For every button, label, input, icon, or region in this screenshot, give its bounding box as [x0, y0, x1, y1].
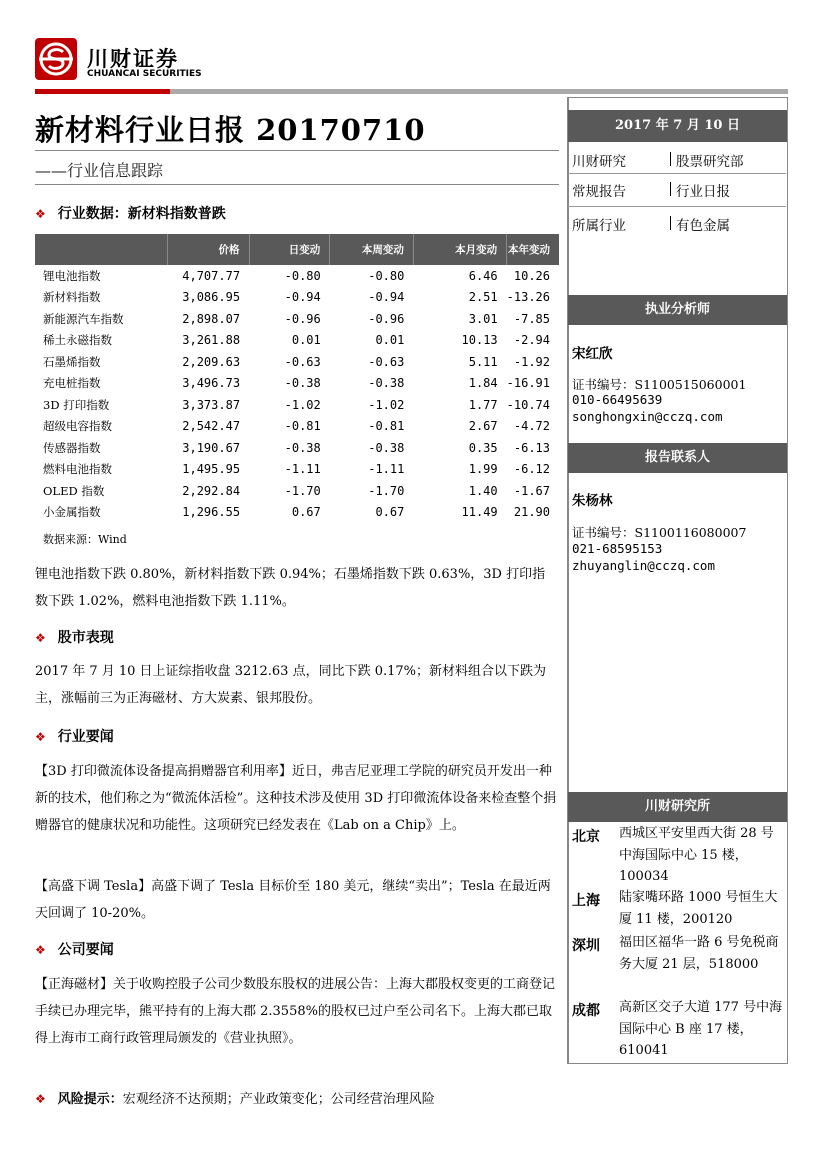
index-value-cell: 21.90: [513, 505, 550, 520]
index-value-cell: -0.81: [368, 419, 405, 434]
analyst-heading: 执业分析师: [568, 295, 787, 325]
index-name-cell: 稀土永磁指数: [43, 333, 112, 348]
company-news-paragraph: 【正海磁材】关于收购控股子公司少数股东股权的进展公告：上海大郡股权变更的工商登记手续已办理完毕，熊平持有的上海大郡 2.3558%的股权已过户至公司名下。上海大郡已取得上海市工商行政管理局颁发的《营业执照》。: [35, 977, 556, 1046]
index-value-cell: 2.51: [468, 290, 498, 305]
index-value-cell: 0.67: [375, 505, 405, 520]
table-header-cell: 价格: [168, 234, 249, 265]
risk-label: 风险提示：: [57, 1092, 123, 1107]
index-table: [35, 234, 559, 523]
table-row: [35, 416, 559, 438]
brand-name: 川财证券: [87, 47, 179, 71]
index-value-cell: 2,292.84: [182, 483, 241, 498]
index-value-cell: 0.01: [375, 333, 405, 348]
index-value-cell: 1.84: [468, 376, 498, 391]
index-value-cell: -1.11: [368, 462, 405, 477]
contact-cert: 证书编号：S1100116080007: [572, 525, 747, 540]
divider: [568, 206, 786, 207]
contact-email: zhuyanglin@cczq.com: [572, 558, 715, 573]
info-value: 有色金属: [676, 218, 730, 234]
header-bar-gray: [170, 89, 788, 94]
index-value-cell: 3.01: [468, 311, 498, 326]
analyst-phone: 010-66495639: [572, 392, 663, 407]
section-heading-market: ❖ 股市表现: [35, 630, 114, 646]
index-value-cell: -16.91: [506, 376, 550, 391]
diamond-bullet-icon: ❖: [35, 730, 46, 744]
index-value-cell: 3,261.88: [182, 333, 241, 348]
report-subtitle: ——行业信息跟踪: [35, 161, 164, 180]
table-header-cell: 本月变动: [413, 234, 506, 265]
info-value: 股票研究部: [676, 154, 744, 170]
diamond-bullet-icon: ❖: [35, 631, 46, 645]
index-value-cell: -0.63: [368, 354, 405, 369]
table-header-row: [35, 234, 559, 265]
table-row: [35, 287, 559, 309]
table-header-cell: [35, 234, 168, 265]
risk-warning: [35, 1088, 435, 1107]
index-name-cell: 新能源汽车指数: [43, 311, 124, 326]
table-row: [35, 502, 559, 524]
office-city-chengdu: 成都: [572, 1003, 600, 1019]
index-name-cell: OLED 指数: [43, 483, 105, 498]
index-value-cell: -1.67: [513, 483, 550, 498]
index-value-cell: 3,190.67: [182, 440, 241, 455]
sidebar-border: [567, 97, 569, 1064]
brand-name-en: CHUANCAI SECURITIES: [87, 69, 202, 79]
institute-heading: 川财研究所: [568, 792, 787, 822]
separator: [670, 182, 671, 196]
separator: [670, 216, 671, 230]
index-value-cell: 1.40: [468, 483, 498, 498]
index-value-cell: -4.72: [513, 419, 550, 434]
info-label: 常规报告: [572, 184, 626, 200]
index-value-cell: -0.38: [284, 376, 321, 391]
index-value-cell: 2,898.07: [182, 311, 241, 326]
table-header-cell: 本周变动: [330, 234, 414, 265]
contact-heading: 报告联系人: [568, 443, 787, 473]
market-paragraph: 2017 年 7 月 10 日上证综指收盘 3212.63 点，同比下跌 0.17%；新材料组合以下跌为主，涨幅前三为正海磁材、方大炭素、银邦股份。: [35, 664, 547, 706]
index-value-cell: -0.38: [368, 440, 405, 455]
index-value-cell: 1,495.95: [182, 462, 241, 477]
index-value-cell: 4,707.77: [182, 268, 241, 283]
index-value-cell: 10.13: [461, 333, 498, 348]
table-row: [35, 394, 559, 416]
index-value-cell: -1.02: [284, 397, 321, 412]
index-value-cell: -1.70: [368, 483, 405, 498]
table-row: [35, 437, 559, 459]
index-name-cell: 超级电容指数: [43, 419, 112, 434]
index-name-cell: 3D 打印指数: [43, 397, 110, 412]
office-city-shanghai: 上海: [572, 893, 600, 909]
index-value-cell: -0.63: [284, 354, 321, 369]
table-row: [35, 308, 559, 330]
office-address-shanghai: 陆家嘴环路 1000 号恒生大厦 11 楼，200120: [619, 890, 778, 927]
index-value-cell: -0.94: [368, 290, 405, 305]
index-value-cell: -0.80: [284, 268, 321, 283]
office-address-chengdu: 高新区交子大道 177 号中海国际中心 B 座 17 楼，610041: [619, 1000, 783, 1058]
table-row: [35, 459, 559, 481]
office-city-shenzhen: 深圳: [572, 938, 600, 954]
index-value-cell: 5.11: [468, 354, 498, 369]
index-value-cell: -0.96: [368, 311, 405, 326]
divider: [35, 184, 559, 185]
index-value-cell: -1.92: [513, 354, 550, 369]
index-value-cell: -10.74: [506, 397, 550, 412]
index-value-cell: -1.70: [284, 483, 321, 498]
analyst-cert: 证书编号：S1100515060001: [572, 377, 747, 392]
diamond-bullet-icon: ❖: [35, 1092, 46, 1106]
section-heading-company-news: ❖ 公司要闻: [35, 942, 114, 958]
index-value-cell: 2,209.63: [182, 354, 241, 369]
index-value-cell: 0.35: [468, 440, 498, 455]
report-date: 2017 年 7 月 10 日: [568, 110, 787, 142]
divider: [568, 173, 786, 174]
info-value: 行业日报: [676, 184, 730, 200]
index-value-cell: -6.12: [513, 462, 550, 477]
index-value-cell: 10.26: [513, 268, 550, 283]
news-paragraph-tesla: 【高盛下调 Tesla】高盛下调了 Tesla 目标价至 180 美元，继续“卖出”；Tesla 在最近两天回调了 10-20%。: [35, 879, 551, 921]
index-value-cell: -13.26: [506, 290, 550, 305]
index-value-cell: 2.67: [468, 419, 498, 434]
office-address-beijing: 西城区平安里西大街 28 号中海国际中心 15 楼，100034: [619, 826, 774, 884]
index-name-cell: 小金属指数: [43, 505, 101, 520]
index-value-cell: 1,296.55: [182, 505, 241, 520]
index-value-cell: -0.81: [284, 419, 321, 434]
index-value-cell: 3,086.95: [182, 290, 241, 305]
index-value-cell: 3,496.73: [182, 376, 241, 391]
analyst-name: 宋红欣: [572, 346, 613, 362]
index-value-cell: -1.02: [368, 397, 405, 412]
info-label: 所属行业: [572, 218, 626, 234]
index-value-cell: 1.99: [468, 462, 498, 477]
office-address-shenzhen: 福田区福华一路 6 号免税商务大厦 21 层，518000: [619, 935, 779, 972]
index-name-cell: 传感器指数: [43, 440, 101, 455]
section-heading-industry-news: ❖ 行业要闻: [35, 729, 114, 745]
summary-paragraph: 锂电池指数下跌 0.80%，新材料指数下跌 0.94%；石墨烯指数下跌 0.63%，3D 打印指数下跌 1.02%，燃料电池指数下跌 1.11%。: [35, 567, 546, 609]
diamond-bullet-icon: ❖: [35, 943, 46, 957]
index-name-cell: 锂电池指数: [43, 268, 101, 283]
index-value-cell: 11.49: [461, 505, 498, 520]
contact-name: 朱杨林: [572, 493, 613, 509]
index-name-cell: 燃料电池指数: [43, 462, 112, 477]
index-value-cell: 6.46: [468, 268, 498, 283]
index-value-cell: 3,373.87: [182, 397, 241, 412]
diamond-bullet-icon: ❖: [35, 207, 46, 221]
section-heading-industry-data: ❖ 行业数据：新材料指数普跌: [35, 206, 226, 222]
index-value-cell: -2.94: [513, 333, 550, 348]
table-header-cell: 本年变动: [507, 234, 559, 265]
index-name-cell: 新材料指数: [43, 290, 101, 305]
info-label: 川财研究: [572, 154, 626, 170]
chuancai-logo-icon: [35, 38, 77, 80]
index-value-cell: -0.38: [368, 376, 405, 391]
separator: [670, 152, 671, 166]
table-header-cell: 日变动: [249, 234, 330, 265]
index-value-cell: -0.80: [368, 268, 405, 283]
index-value-cell: -0.94: [284, 290, 321, 305]
index-value-cell: -0.38: [284, 440, 321, 455]
table-row: [35, 265, 559, 287]
index-name-cell: 石墨烯指数: [43, 354, 101, 369]
contact-phone: 021-68595153: [572, 541, 663, 556]
table-row: [35, 351, 559, 373]
index-name-cell: 充电桩指数: [43, 376, 101, 391]
table-row: [35, 330, 559, 352]
index-value-cell: -0.96: [284, 311, 321, 326]
index-value-cell: -1.11: [284, 462, 321, 477]
table-row: [35, 480, 559, 502]
index-value-cell: 0.01: [291, 333, 321, 348]
risk-text: 宏观经济不达预期；产业政策变化；公司经营治理风险: [122, 1092, 435, 1107]
index-value-cell: 0.67: [291, 505, 321, 520]
analyst-email: songhongxin@cczq.com: [572, 409, 723, 424]
data-source-note: 数据来源：Wind: [43, 533, 127, 546]
report-title: 新材料行业日报 20170710: [35, 113, 426, 147]
index-value-cell: -7.85: [513, 311, 550, 326]
index-value-cell: 2,542.47: [182, 419, 241, 434]
table-row: [35, 373, 559, 395]
divider: [35, 150, 559, 151]
office-city-beijing: 北京: [572, 829, 600, 845]
news-paragraph-3d-printing: 【3D 打印微流体设备提高捐赠器官利用率】近日，弗吉尼亚理工学院的研究员开发出一种新的技术，他们称之为“微流体活检”。这种技术涉及使用 3D 打印微流体设备来检查整个捐赠器官的健康状况和功能性。这项研究已经发表在《Lab on a Chip》上。: [35, 764, 557, 833]
index-value-cell: 1.77: [468, 397, 498, 412]
index-value-cell: -6.13: [513, 440, 550, 455]
